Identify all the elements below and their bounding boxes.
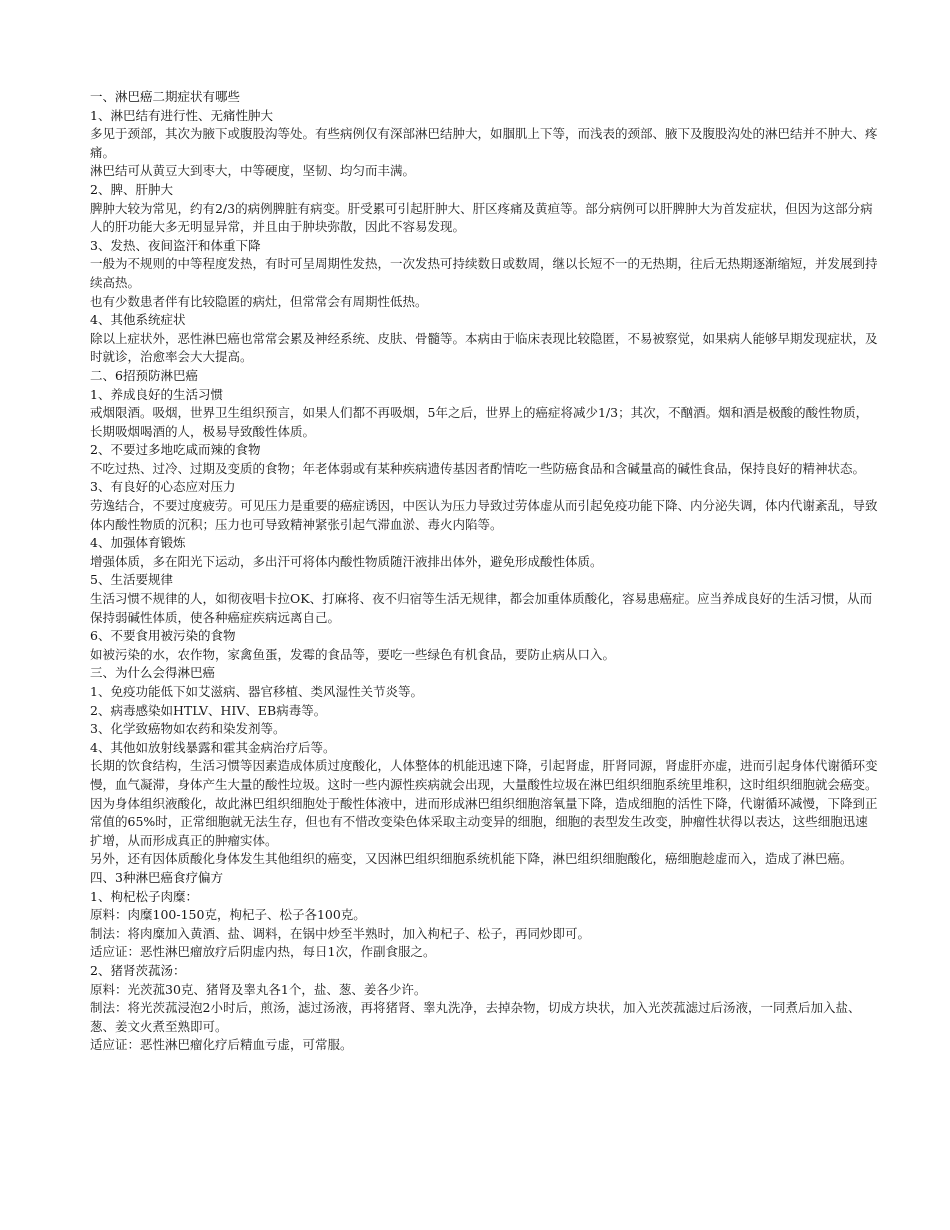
body-paragraph: 长期的饮食结构，生活习惯等因素造成体质过度酸化，人体整体的机能迅速下降，引起肾虚，肝肾同源，肾虚肝亦虚，进而引起身体代谢循环变慢，血气凝滞，身体产生大量的酸性垃圾。这时一些内源性疾病就会出现，大量酸性垃圾在淋巴组织细胞系统里堆积，这时组织细胞就会癌变。	[90, 758, 878, 792]
body-paragraph: 脾肿大较为常见，约有2/3的病例脾脏有病变。肝受累可引起肝肿大、肝区疼痛及黄疸等。部分病例可以肝脾肿大为首发症状，但因为这部分病人的肝功能大多无明显异常，并且由于肿块弥散，因此不容易发现。	[90, 200, 873, 235]
section-heading: 一、淋巴癌二期症状有哪些	[90, 89, 241, 104]
section-heading: 1、养成良好的生活习惯	[90, 386, 223, 402]
section-heading: 2、猪肾茨菰汤：	[90, 962, 186, 978]
document-body	[90, 88, 880, 1055]
body-paragraph: 另外，还有因体质酸化身体发生其他组织的癌变，又因淋巴组织细胞系统机能下降，淋巴组织细胞酸化，癌细胞趁虚而入，造成了淋巴癌。	[90, 851, 853, 867]
section-heading: 5、生活要规律	[90, 572, 173, 588]
body-paragraph: 适应证：恶性淋巴瘤化疗后精血亏虚，可常服。	[90, 1037, 353, 1053]
section-heading: 1、淋巴结有进行性、无痛性肿大	[90, 107, 273, 123]
body-paragraph: 制法：将肉糜加入黄酒、盐、调料，在锅中炒至半熟时，加入枸杞子、松子，再同炒即可。	[90, 925, 591, 941]
body-paragraph: 增强体质，多在阳光下运动，多出汗可将体内酸性物质随汗液排出体外，避免形成酸性体质。	[90, 553, 603, 569]
body-paragraph: 1、免疫功能低下如艾滋病、器官移植、类风湿性关节炎等。	[90, 684, 423, 699]
section-heading: 二、6招预防淋巴癌	[90, 367, 198, 383]
body-paragraph: 适应证：恶性淋巴瘤放疗后阴虚内热，每日1次，作副食服之。	[90, 944, 436, 960]
body-paragraph: 如被污染的水，农作物，家禽鱼蛋，发霉的食品等，要吃一些绿色有机食品，要防止病从口入。	[90, 646, 616, 662]
section-heading: 四、3种淋巴癌食疗偏方	[90, 869, 223, 885]
body-paragraph: 2、病毒感染如HTLV、HIV、EB病毒等。	[90, 702, 327, 718]
body-paragraph: 4、其他如放射线暴露和霍其金病治疗后等。	[90, 739, 336, 755]
body-paragraph: 不吃过热、过冷、过期及变质的食物；年老体弱或有某种疾病遗传基因者酌情吃一些防癌食品和含碱量高的碱性食品，保持良好的精神状态。	[90, 460, 866, 476]
section-heading: 2、脾、肝肿大	[90, 181, 173, 197]
section-heading: 4、加强体育锻炼	[90, 535, 186, 551]
section-heading: 三、为什么会得淋巴癌	[90, 665, 216, 681]
body-paragraph: 也有少数患者伴有比较隐匿的病灶，但常常会有周期性低热。	[90, 293, 428, 309]
section-heading: 3、有良好的心态应对压力	[90, 479, 236, 495]
body-paragraph: 淋巴结可从黄豆大到枣大，中等硬度，坚韧、均匀而丰满。	[90, 163, 416, 179]
body-paragraph: 3、化学致癌物如农药和染发剂等。	[90, 721, 286, 737]
body-paragraph: 生活习惯不规律的人，如彻夜唱卡拉OK、打麻将、夜不归宿等生活无规律，都会加重体质酸化，容易患癌症。应当养成良好的生活习惯，从而保持弱碱性体质，使各种癌症疾病远离自己。	[90, 591, 873, 625]
body-paragraph: 原料：光茨菰30克、猪肾及睾丸各1个，盐、葱、姜各少许。	[90, 981, 427, 997]
body-paragraph: 因为身体组织液酸化，故此淋巴组织细胞处于酸性体液中，进而形成淋巴组织细胞溶氧量下降，造成细胞的活性下降，代谢循环减慢，下降到正常值的65%时，正常细胞就无法生存，但也有不惜改变染色体采取主动变异的细胞，细胞的表型发生改变，肿瘤性状得以表达，这些细胞迅速扩增，从而形成真正的肿瘤实体。	[90, 795, 878, 848]
section-heading: 4、其他系统症状	[90, 312, 186, 328]
section-heading: 6、不要食用被污染的食物	[90, 628, 236, 644]
section-heading: 2、不要过多地吃咸而辣的食物	[90, 442, 261, 458]
body-paragraph: 除以上症状外，恶性淋巴癌也常常会累及神经系统、皮肤、骨髓等。本病由于临床表现比较隐匿，不易被察觉，如果病人能够早期发现症状，及时就诊，治愈率会大大提高。	[90, 330, 878, 365]
body-paragraph: 劳逸结合，不要过度疲劳。可见压力是重要的癌症诱因，中医认为压力导致过劳体虚从而引起免疫功能下降、内分泌失调，体内代谢紊乱，导致体内酸性物质的沉积；压力也可导致精神紧张引起气滞血淤、毒火内陷等。	[90, 498, 878, 532]
body-paragraph: 戒烟限酒。吸烟，世界卫生组织预言，如果人们都不再吸烟，5年之后，世界上的癌症将减少1/3；其次，不酗酒。烟和酒是极酸的酸性物质，长期吸烟喝酒的人，极易导致酸性体质。	[90, 405, 869, 439]
body-paragraph: 一般为不规则的中等程度发热，有时可呈周期性发热，一次发热可持续数日或数周，继以长短不一的无热期，往后无热期逐渐缩短，并发展到持续高热。	[90, 256, 878, 290]
section-heading: 3、发热、夜间盗汗和体重下降	[90, 237, 261, 253]
body-paragraph: 多见于颈部，其次为腋下或腹股沟等处。有些病例仅有深部淋巴结肿大，如腘肌上下等，而浅表的颈部、腋下及腹股沟处的淋巴结并不肿大、疼痛。	[90, 126, 878, 160]
body-paragraph: 制法：将光茨菰浸泡2小时后，煎汤，滤过汤液，再将猪肾、睾丸洗净，去掉杂物，切成方块状，加入光茨菰滤过后汤液，一同煮后加入盐、葱、姜文火煮至熟即可。	[90, 1000, 861, 1034]
section-heading: 1、枸杞松子肉糜：	[90, 888, 198, 904]
body-paragraph: 原料：肉糜100-150克，枸杞子、松子各100克。	[90, 907, 366, 923]
